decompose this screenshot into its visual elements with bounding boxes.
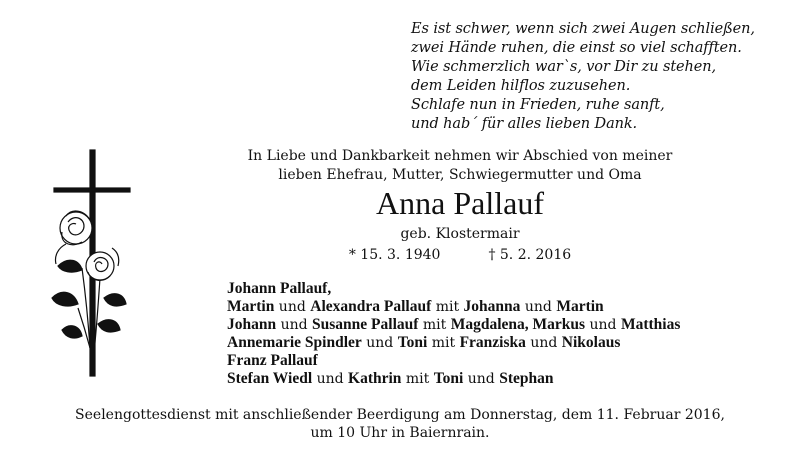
mourners-list <box>227 280 787 388</box>
poem-line: und hab´ für alles lieben Dank. <box>411 116 638 132</box>
poem <box>411 20 791 134</box>
mourner-row <box>227 352 787 370</box>
birth-date: * 15. 3. 1940 <box>348 247 441 263</box>
mourner-name: Martin <box>227 298 275 315</box>
deceased-name: Anna Pallauf <box>376 185 544 221</box>
connector-word: und <box>525 335 562 351</box>
mourner-row <box>227 280 787 298</box>
mourner-name: Alexandra Pallauf <box>310 298 432 315</box>
mourner-name: Susanne Pallauf <box>312 316 419 333</box>
footer-line: Seelengottesdienst mit anschließender Beerdigung am Donnerstag, dem 11. Februar 2016, <box>75 407 725 423</box>
connector-word: und <box>312 371 349 387</box>
mourner-name: Nikolaus <box>561 334 621 351</box>
connector-word: und <box>585 317 621 333</box>
death-date: † 5. 2. 2016 <box>488 247 572 263</box>
poem-line: Es ist schwer, wenn sich zwei Augen schließen, <box>411 21 755 37</box>
poem-line: zwei Hände ruhen, die einst so viel schafften. <box>411 40 742 56</box>
life-dates <box>200 246 720 264</box>
connector-word: mit <box>418 317 451 333</box>
connector-word: und <box>361 335 398 351</box>
mourner-name: Franziska <box>459 334 526 351</box>
mourner-name: Franz Pallauf <box>227 352 318 369</box>
mourner-name: Matthias <box>620 316 681 333</box>
connector-word: mit <box>431 299 464 315</box>
cross-with-roses-icon <box>38 148 138 382</box>
intro-line: In Liebe und Dankbarkeit nehmen wir Abschied von meiner <box>247 148 673 164</box>
mourner-row <box>227 298 787 316</box>
mourner-name: Kathrin <box>348 370 402 387</box>
poem-line: Schlafe nun in Frieden, ruhe sanft, <box>411 97 665 113</box>
birth-name: geb. Klostermair <box>400 226 520 242</box>
mourner-row <box>227 334 787 352</box>
funeral-notice <box>20 406 780 442</box>
mourner-name: Johanna <box>463 298 521 315</box>
intro-line: lieben Ehefrau, Mutter, Schwiegermutter und Oma <box>278 167 642 183</box>
connector-word: und <box>520 299 557 315</box>
poem-line: Wie schmerzlich war`s, vor Dir zu stehen, <box>411 59 716 75</box>
mourner-name: Martin <box>556 298 604 315</box>
intro-text <box>200 147 720 185</box>
connector-word: und <box>463 371 500 387</box>
connector-word: mit <box>401 371 434 387</box>
mourner-name: Magdalena, Markus <box>450 316 586 333</box>
mourner-name: Stephan <box>499 370 554 387</box>
connector-word: mit <box>427 335 460 351</box>
mourner-row <box>227 316 787 334</box>
mourner-name: Annemarie Spindler <box>227 334 362 351</box>
mourner-name: Toni <box>397 334 428 351</box>
mourner-name: Toni <box>433 370 464 387</box>
footer-line: um 10 Uhr in Baiernrain. <box>310 425 490 441</box>
connector-word: und <box>274 299 311 315</box>
poem-line: dem Leiden hilflos zuzusehen. <box>411 78 631 94</box>
connector-word: und <box>276 317 313 333</box>
mourner-row <box>227 370 787 388</box>
mourner-name: Stefan Wiedl <box>227 370 313 387</box>
mourner-name: Johann Pallauf, <box>227 280 332 297</box>
mourner-name: Johann <box>227 316 277 333</box>
